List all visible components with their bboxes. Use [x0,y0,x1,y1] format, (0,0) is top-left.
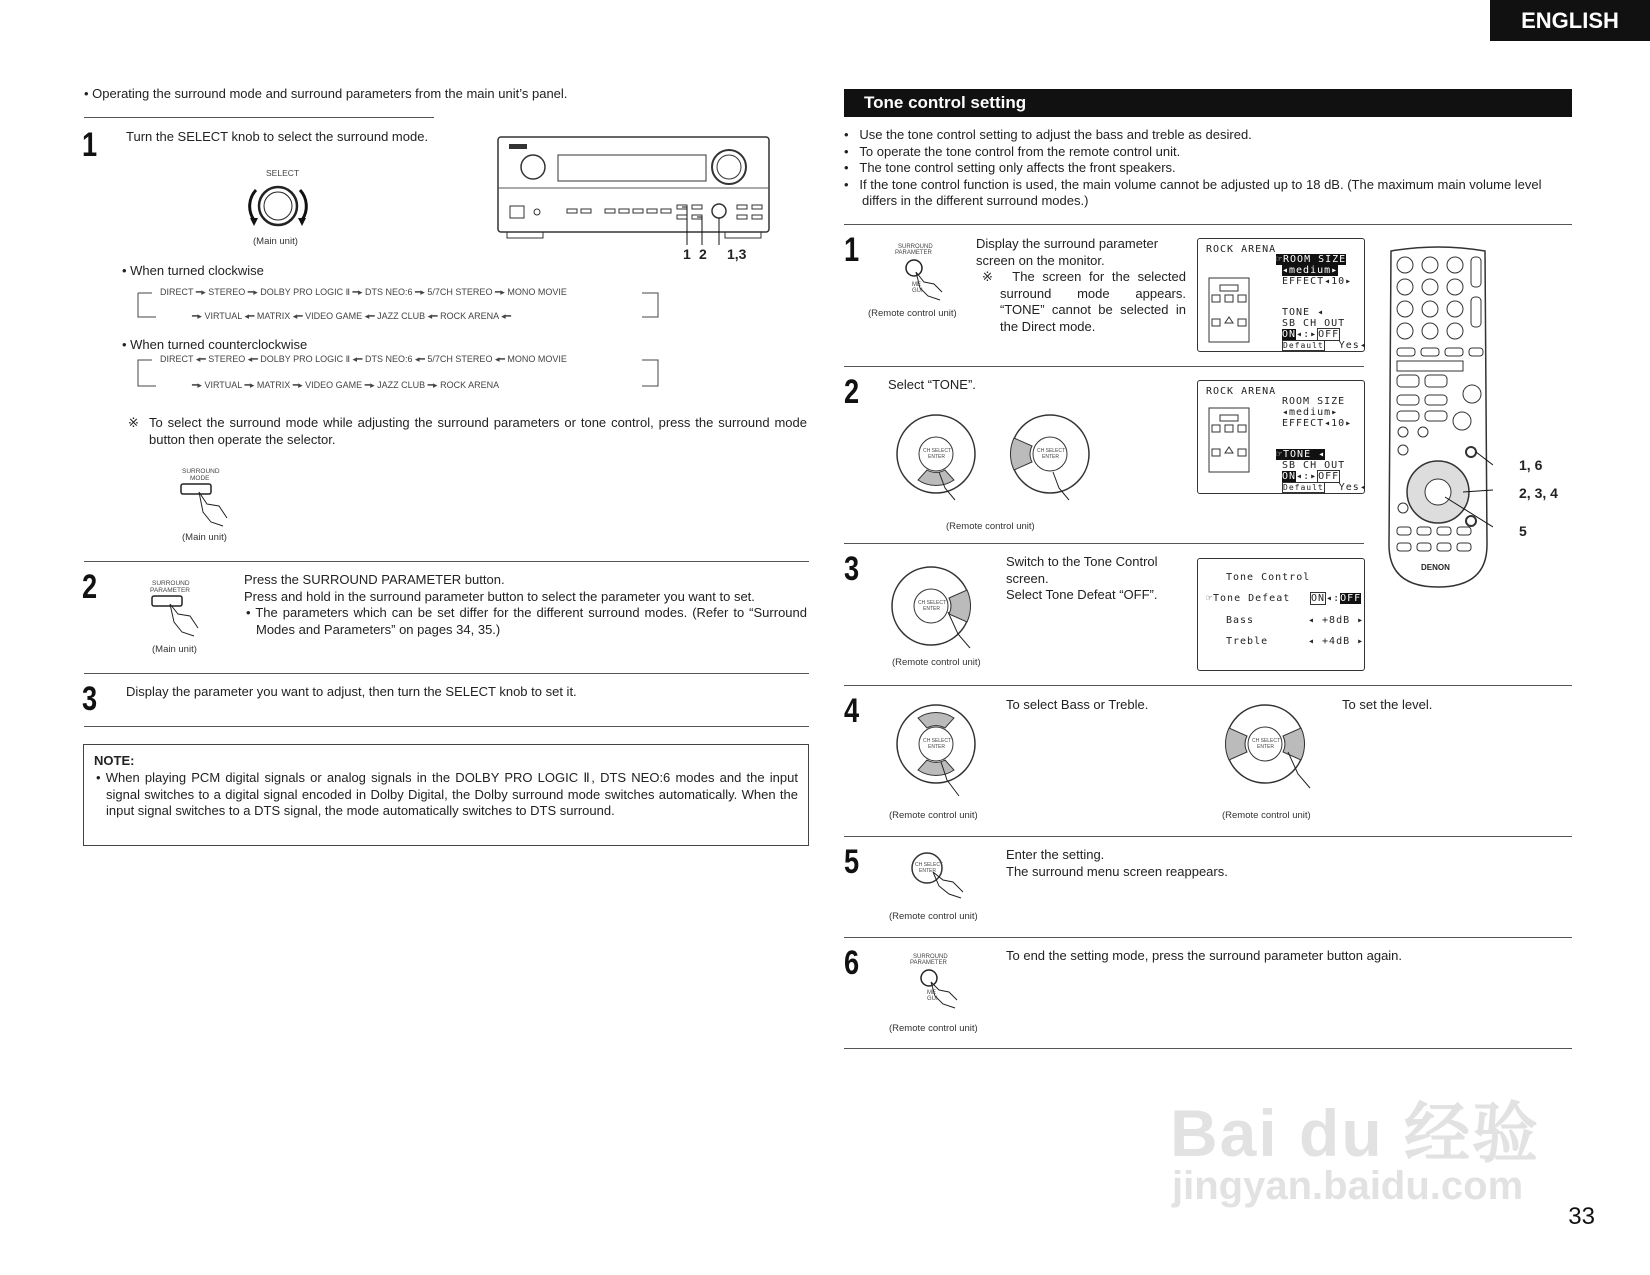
flow-item: ROCK ARENA [440,311,499,321]
remote-callout: 2, 3, 4 [1519,485,1558,501]
osd-screen-2: ROCK ARENA ROOM SIZE ◂medium▸ EFFECT◂10▸ ☞TONE ◂ SB CH OUT ON◂:▸OFF Default Yes◂ [1197,380,1365,494]
r-step3-text: Switch to the Tone Control screen. Select Tone Defeat “OFF”. [1006,554,1158,602]
remote-caption: (Remote control unit) [946,521,1035,532]
step1-text: Turn the SELECT knob to select the surround mode. [126,129,429,144]
tone-bullets [844,127,1566,210]
flow-item: MATRIX [256,311,291,321]
cw-flow-diagram: DIRECT ━▸ STEREO ━▸ DOLBY PRO LOGIC Ⅱ ━▸ DTS NEO:6 ━▸ 5/7CH STEREO ━▸ MONO MOVIE ━▸ VIRTUAL ◂━ MATRIX ◂━ VIDEO GAME ◂━ JAZZ CLUB ◂━ ROCK ARENA ◂━ [136,283,660,321]
button-caption: (Main unit) [182,532,227,543]
flow-item: STEREO [208,287,246,297]
osd-screen-3: Tone Control ☞Tone Defeat ON◂:OFF Bass ◂ +8dB ▸ Treble ◂ +4dB ▸ [1197,558,1365,671]
flow-item: JAZZ CLUB [377,311,426,321]
flow-item: ROCK ARENA [440,380,500,390]
bullet-item: • Use the tone control setting to adjust the bass and treble as desired. [844,127,1252,142]
cursor-pad-leftright-illustration: CH SELECT ENTER [1222,700,1332,804]
r-step1-text: Display the surround parameter screen on the monitor. ※ The screen for the selected surround mode appears. “TONE” cannot be selected in the Direct mode. [976,236,1186,334]
step-number: 5 [844,843,860,881]
cursor-pad-updown-illustration: CH SELECT ENTER [893,700,993,804]
flow-item: VIDEO GAME [305,380,363,390]
flow-item: VIDEO GAME [305,311,363,321]
step-number: 3 [82,680,98,718]
flow-item: DOLBY PRO LOGIC Ⅱ [260,287,351,297]
r-step4-text-a: To select Bass or Treble. [1006,697,1149,712]
flow-item: 5/7CH STEREO [427,287,493,297]
receiver-front-panel-illustration [497,135,771,245]
step3-text: Display the parameter you want to adjust, then turn the SELECT knob to set it. [126,684,577,699]
flow-item: STEREO [208,354,246,364]
surround-parameter-remote-illustration: SURROUND PARAMETER ME GUI [890,240,960,304]
flow-item: MONO MOVIE [507,354,567,364]
r-step5-text: Enter the setting. The surround menu screen reappears. [1006,847,1228,879]
remote-control-illustration: DENON [1383,245,1493,590]
select-knob-illustration: SELECT [238,168,318,238]
remote-caption: (Remote control unit) [889,810,978,821]
flow-item: 5/7CH STEREO [427,354,493,364]
language-tab: ENGLISH [1490,0,1650,41]
flow-item: DTS NEO:6 [364,354,413,364]
remote-caption: (Remote control unit) [889,911,978,922]
step-number: 2 [82,568,98,606]
remote-caption: (Remote control unit) [892,657,981,668]
flow-item: DOLBY PRO LOGIC Ⅱ [260,354,351,364]
callout-1: 1 [683,246,691,262]
remote-caption: (Remote control unit) [1222,810,1311,821]
ccw-flow-diagram: DIRECT ◂━ STEREO ◂━ DOLBY PRO LOGIC Ⅱ ◂━ DTS NEO:6 ◂━ 5/7CH STEREO ◂━ MONO MOVIE ━▸ VIRTUAL ━▸ MATRIX ━▸ VIDEO GAME ━▸ JAZZ CLUB ━▸ ROCK ARENA [136,356,660,394]
remote-callout: 5 [1519,523,1527,539]
flow-item: MONO MOVIE [507,287,567,297]
surround-parameter-remote-illustration: SURROUND PARAMETER ME GUI [905,950,975,1010]
bullet-item: • To operate the tone control from the remote control unit. [844,143,1181,159]
remote-caption: (Remote control unit) [889,1023,978,1034]
osd-screen-1: ROCK ARENA ☞ROOM SIZE ◂medium▸ EFFECT◂10▸ TONE ◂ SB CH OUT ON◂:▸OFF Default Yes◂ [1197,238,1365,352]
r-step2-text: Select “TONE”. [888,377,976,392]
note-title: NOTE: [94,753,135,768]
watermark-logo: Bai du 经验 [1170,1096,1541,1170]
flow-item: JAZZ CLUB [377,380,426,390]
flow-item: DIRECT [160,354,194,364]
remote-callout: 1, 6 [1519,457,1543,473]
note-mark: ※ [128,415,139,430]
step-number: 1 [844,231,860,269]
surround-mode-button-illustration: SURROUND MODE [175,468,245,528]
callout-2: 2 [699,246,707,262]
r-step4-text-b: To set the level. [1342,697,1433,712]
section-title: Tone control setting [844,89,1572,117]
step-number: 3 [844,550,860,588]
step-number: 4 [844,692,860,730]
step-number: 1 [82,126,98,164]
surround-parameter-button-illustration: SURROUND PARAMETER [148,578,218,638]
intro-text: • Operating the surround mode and surround parameters from the main unit’s panel. [84,86,568,101]
bullet-item: • The tone control setting only affects the front speakers. [844,160,1176,175]
ccw-title: • When turned counterclockwise [122,337,308,352]
flow-item: VIRTUAL [204,380,242,390]
flow-item: MATRIX [256,380,291,390]
cursor-pad-right-illustration: CH SELECT ENTER [888,562,988,654]
step2-text: Press the SURROUND PARAMETER button. Press and hold in the surround parameter button to select the parameter you want to set. • The parameters which can be set differ for the different surround modes. (Refer to “Surround Modes and Parameters” on pages 34, 35.) [244,572,807,637]
step-number: 6 [844,944,860,982]
knob-caption: (Main unit) [253,236,298,247]
note-text: • When playing PCM digital signals or analog signals in the DOLBY PRO LOGIC Ⅱ, DTS NEO:6 modes and the input signal switches to a digital signal encoded in Dolby Digital, the Dolby surround mode switches automatically. When the input signal switches to a DTS signal, the mode automatically switches to DTS surround. [96,770,798,818]
flow-item: DTS NEO:6 [364,287,413,297]
remote-caption: (Remote control unit) [868,308,957,319]
cursor-pad-illustration: CH SELECT ENTER CH SELECT ENTER [893,410,1103,502]
step1-note: To select the surround mode while adjusting the surround parameters or tone control, press the surround mode button then operate the selector. [149,415,807,447]
cw-title: • When turned clockwise [122,263,264,278]
callout-3: 1,3 [727,246,747,262]
flow-item: VIRTUAL [204,311,242,321]
flow-item: DIRECT [160,287,194,297]
bullet-item: • If the tone control function is used, the main volume cannot be adjusted up to 18 dB. (The maximum main volume level differs in the different surround modes.) [844,176,1542,208]
page-number: 33 [1568,1203,1595,1230]
step2-caption: (Main unit) [152,644,197,655]
watermark-url: jingyan.baidu.com [1172,1164,1524,1208]
note-box [83,744,809,846]
enter-button-illustration: CH SELECT ENTER [905,850,975,900]
r-step6-text: To end the setting mode, press the surround parameter button again. [1006,948,1403,963]
step-number: 2 [844,373,860,411]
